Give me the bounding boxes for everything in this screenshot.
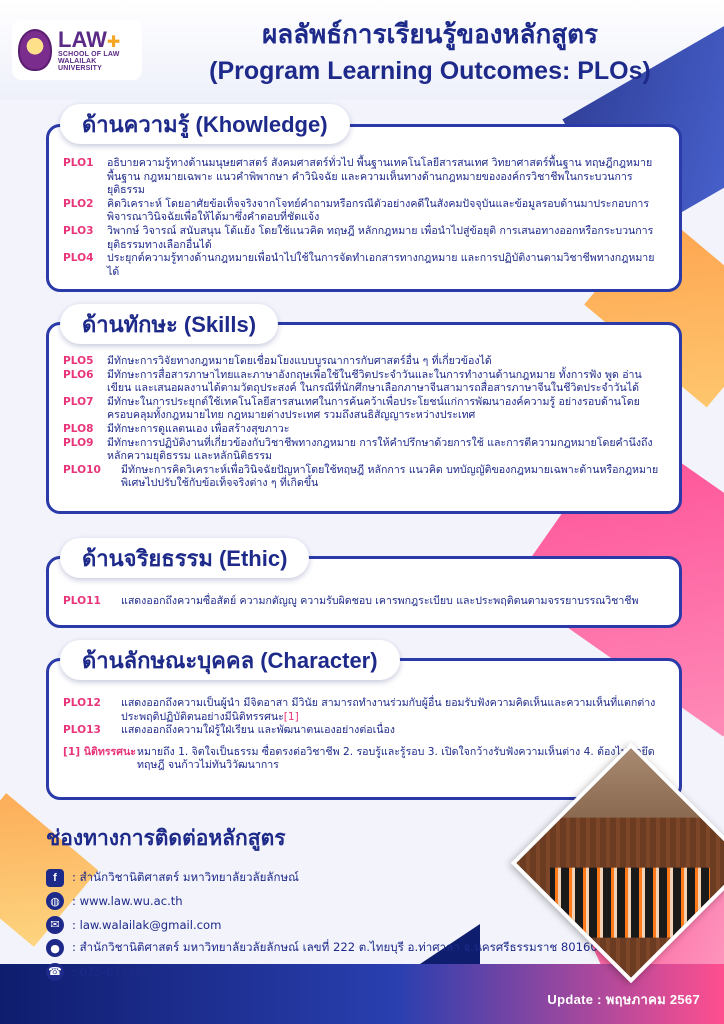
skills-card (46, 322, 682, 514)
list-item: PLO8 มีทักษะการดูแลตนเอง เพื่อสร้างสุขภาวะ (63, 422, 290, 435)
logo-university-text: WALAILAK UNIVERSITY (58, 57, 103, 72)
mail-icon: ✉ (46, 916, 64, 934)
contact-address: ● : สำนักวิชานิติศาสตร์ มหาวิทยาลัยวลัยลักษณ์ เลขที่ 222 ต.ไทยบุรี อ.ท่าศาลา จ.นครศรีธรรมราช 80160 (46, 937, 598, 961)
plo12-text: แสดงออกถึงความเป็นผู้นำ มีจิตอาสา มีวินัย สามารถทำงานร่วมกับผู้อื่น ยอมรับฟังความคิดเห็นและความเห็นที่แตกต่าง ประพฤติปฏิบัติตนอย่างมีนิติทรรศนะ (121, 697, 656, 723)
list-item: PLO4 ประยุกต์ความรู้ทางด้านกฎหมายเพื่อนำไปใช้ในการจัดทำเอกสารทางกฎหมาย และการปฏิบัติงานตามวิชาชีพทางกฎหมายได้ (63, 252, 655, 278)
law-school-logo (12, 20, 142, 80)
skills-heading: ด้านทักษะ (Skills) (60, 304, 278, 344)
title-thai: ผลลัพธ์การเรียนรู้ของหลักสูตร (262, 19, 598, 49)
footnote-ref: [1] (283, 710, 299, 723)
skills-list (63, 355, 665, 491)
contact-website[interactable]: ◍ : www.law.wu.ac.th (46, 890, 598, 914)
list-item: PLO9 มีทักษะการปฏิบัติงานที่เกี่ยวข้องกับวิชาชีพทางกฎหมาย การให้คำปรึกษาด้วยการใช้ และการตีความกฎหมายโดยคำนึงถึงหลักความยุติธรรม และหลักนิติธรรม (63, 436, 653, 463)
character-list (63, 697, 665, 773)
knowledge-list (63, 157, 665, 279)
logo-law-text: LAW (58, 26, 107, 52)
footnote-text: หมายถึง 1. จิตใจเป็นธรรม ซื่อตรงต่อวิชาชีพ 2. รอบรู้และรู้รอบ 3. เปิดใจกว้างรับฟังความเห็นต่าง 4. ต้องไม่ติดยึดทฤษฎี จนก้าวไม่ทันวิวัฒนาการ (137, 745, 655, 772)
contact-phone[interactable]: ☎ : 075-677101-4 (46, 960, 598, 984)
contact-title: ช่องทางการติดต่อหลักสูตร (46, 827, 286, 850)
list-item: PLO11 แสดงออกถึงความซื่อสัตย์ ความกตัญญู ความรับผิดชอบ เคารพกฎระเบียบ และประพฤติตนตามจรรยาบรรณวิชาชีพ (63, 595, 639, 607)
list-item: PLO7 มีทักษะในการประยุกต์ใช้เทคโนโลยีสารสนเทศในการค้นคว้าเพื่อประโยชน์แก่การพัฒนาองค์ความรู้ อย่างรอบด้านโดยครอบคลุมทั้งกฎหมายไทย กฎหมายต่างประเทศ รวมถึงสนธิสัญญาระหว่างประเทศ (63, 395, 640, 422)
knowledge-heading: ด้านความรู้ (Khowledge) (60, 104, 350, 144)
logo-school-text: SCHOOL OF LAW (58, 50, 120, 58)
list-item: PLO13 แสดงออกถึงความใฝ่รู้ใฝ่เรียน และพัฒนาตนเองอย่างต่อเนื่อง (63, 724, 395, 737)
globe-icon: ◍ (46, 892, 64, 910)
character-heading: ด้านลักษณะบุคคล (Character) (60, 640, 400, 680)
list-item: PLO2 คิดวิเคราะห์ โดยอาศัยข้อเท็จจริงจากโจทย์คำถามหรือกรณีตัวอย่างคดีในสังคมปัจจุบันและข้อมูลรอบด้านมาประกอบการพิจารณาวินิจฉัยเพื่อให้ได้มาซึ่งคำตอบที่ชัดแจ้ง (63, 197, 650, 224)
ethic-heading: ด้านจริยธรรม (Ethic) (60, 538, 309, 578)
footnote-marker: [1] นิติทรรศนะ (63, 745, 136, 758)
logo-plus-icon: ✚ (106, 31, 121, 51)
title-english: (Program Learning Outcomes: PLOs) (209, 57, 651, 85)
contact-list (46, 866, 598, 984)
footnote (63, 746, 665, 773)
list-item: PLO6 มีทักษะการสื่อสารภาษาไทยและภาษาอังกฤษเพื่อใช้ในชีวิตประจำวันและในการทำงานด้านกฎหมาย ทั้งการฟัง พูด อ่าน เขียน และเสนอผลงานได้ตามวัตถุประสงค์ ในกรณีที่นักศึกษาเลือกภาษาจีนสามารถสื่อสารภาษาจีนในชีวิตประจำวันได้ (63, 368, 642, 395)
contact-facebook[interactable]: f : สำนักวิชานิติศาสตร์ มหาวิทยาลัยวลัยลักษณ์ (46, 866, 598, 890)
location-icon: ● (46, 939, 64, 957)
list-item: PLO12 แสดงออกถึงความเป็นผู้นำ มีจิตอาสา มีวินัย สามารถทำงานร่วมกับผู้อื่น ยอมรับฟังความคิดเห็นและความเห็นที่แตกต่าง ประพฤติปฏิบัติตนอย่างมีนิติทรรศนะ[1] (63, 697, 656, 723)
list-item: PLO1 อธิบายความรู้ทางด้านมนุษยศาสตร์ สังคมศาสตร์ทั่วไป พื้นฐานเทคโนโลยีสารสนเทศ วิทยาศาสตร์พื้นฐาน ทฤษฎีกฎหมายพื้นฐาน กฎหมายเฉพาะ แนวคำพิพากษา คำวินิจฉัย และความเห็นทางด้านกฎหมายขององค์กรวิชาชีพในกระบวนการยุติธรรม (63, 157, 653, 197)
list-item: PLO3 วิพากษ์ วิจารณ์ สนับสนุน โต้แย้ง โดยใช้แนวคิด ทฤษฎี หลักกฎหมาย เพื่อนำไปสู่ข้อยุติ การเสนอทางออกหรือกระบวนการยุติธรรมทางเลือกอื่นได้ (63, 224, 654, 251)
ethic-list (63, 595, 665, 609)
update-date: Update : พฤษภาคม 2567 (547, 992, 700, 1007)
knowledge-card (46, 124, 682, 292)
list-item: PLO5 มีทักษะการวิจัยทางกฎหมายโดยเชื่อมโยงแบบบูรณาการกับศาสตร์อื่น ๆ ที่เกี่ยวข้องได้ (63, 355, 492, 367)
list-item: PLO10 มีทักษะการคิดวิเคราะห์เพื่อวินิจฉัยปัญหาโดยใช้ทฤษฎี หลักการ แนวคิด บทบัญญัติของกฎหมายเฉพาะด้านหรือกฎหมายพิเศษไปปรับใช้กับข้อเท็จจริงต่าง ๆ ที่เกิดขึ้น (63, 463, 659, 490)
contact-email[interactable]: ✉ : law.walailak@gmail.com (46, 913, 598, 937)
university-seal-icon (18, 29, 52, 71)
phone-icon: ☎ (46, 963, 64, 981)
page-title (150, 14, 710, 86)
facebook-icon: f (46, 869, 64, 887)
